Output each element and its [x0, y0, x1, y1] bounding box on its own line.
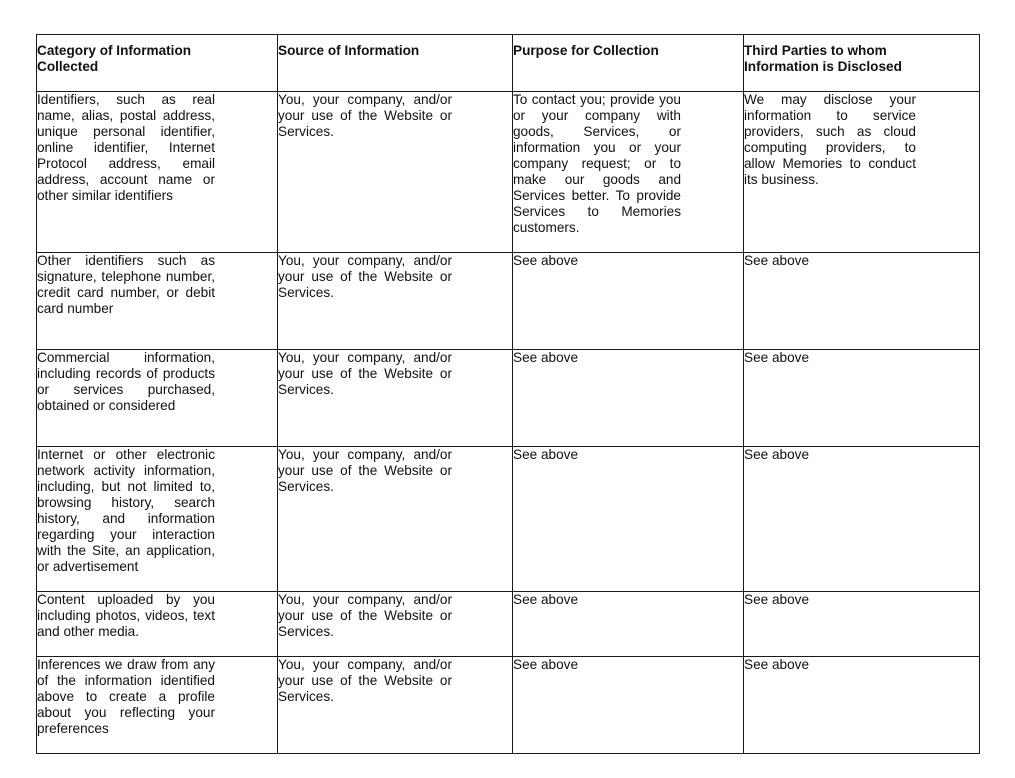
purpose-cell: To contact you; provide you or your company with goods, Services, or information you or your company request; or to make our goods and Services better. To provide Services to Memories customers. — [513, 92, 744, 253]
table-row — [37, 92, 980, 253]
category-cell: Content uploaded by you including photos, videos, text and other media. — [37, 592, 278, 657]
purpose-cell: See above — [513, 447, 744, 592]
purpose-cell: See above — [513, 657, 744, 754]
category-cell: Commercial information, including records of products or services purchased, obtained or considered — [37, 350, 278, 447]
table-row — [37, 657, 980, 754]
third-parties-cell: See above — [744, 253, 980, 350]
purpose-cell: See above — [513, 592, 744, 657]
header-third-parties: Third Parties to whom Information is Disclosed — [744, 35, 980, 92]
source-cell: You, your company, and/or your use of the Website or Services. — [278, 447, 513, 592]
table-row — [37, 350, 980, 447]
source-cell: You, your company, and/or your use of the Website or Services. — [278, 592, 513, 657]
source-cell: You, your company, and/or your use of the Website or Services. — [278, 253, 513, 350]
source-cell: You, your company, and/or your use of the Website or Services. — [278, 350, 513, 447]
category-cell: Inferences we draw from any of the information identified above to create a profile about you reflecting your preferences — [37, 657, 278, 754]
table-row — [37, 253, 980, 350]
header-category: Category of Information Collected — [37, 35, 278, 92]
table-header-row — [37, 35, 980, 92]
category-cell: Other identifiers such as signature, telephone number, credit card number, or debit card number — [37, 253, 278, 350]
header-source: Source of Information — [278, 35, 513, 92]
third-parties-cell: See above — [744, 447, 980, 592]
purpose-cell: See above — [513, 350, 744, 447]
purpose-cell: See above — [513, 253, 744, 350]
third-parties-cell: See above — [744, 657, 980, 754]
third-parties-cell: See above — [744, 350, 980, 447]
table-row — [37, 447, 980, 592]
third-parties-cell: We may disclose your information to service providers, such as cloud computing providers, to allow Memories to conduct its business. — [744, 92, 980, 253]
source-cell: You, your company, and/or your use of the Website or Services. — [278, 92, 513, 253]
header-purpose: Purpose for Collection — [513, 35, 744, 92]
category-cell: Internet or other electronic network activity information, including, but not limited to, browsing history, search history, and information regarding your interaction with the Site, an application, or advertisement — [37, 447, 278, 592]
category-cell: Identifiers, such as real name, alias, postal address, unique personal identifier, online identifier, Internet Protocol address, email address, account name or other similar identifiers — [37, 92, 278, 253]
source-cell: You, your company, and/or your use of the Website or Services. — [278, 657, 513, 754]
table-row — [37, 592, 980, 657]
third-parties-cell: See above — [744, 592, 980, 657]
information-collection-table — [36, 34, 980, 754]
